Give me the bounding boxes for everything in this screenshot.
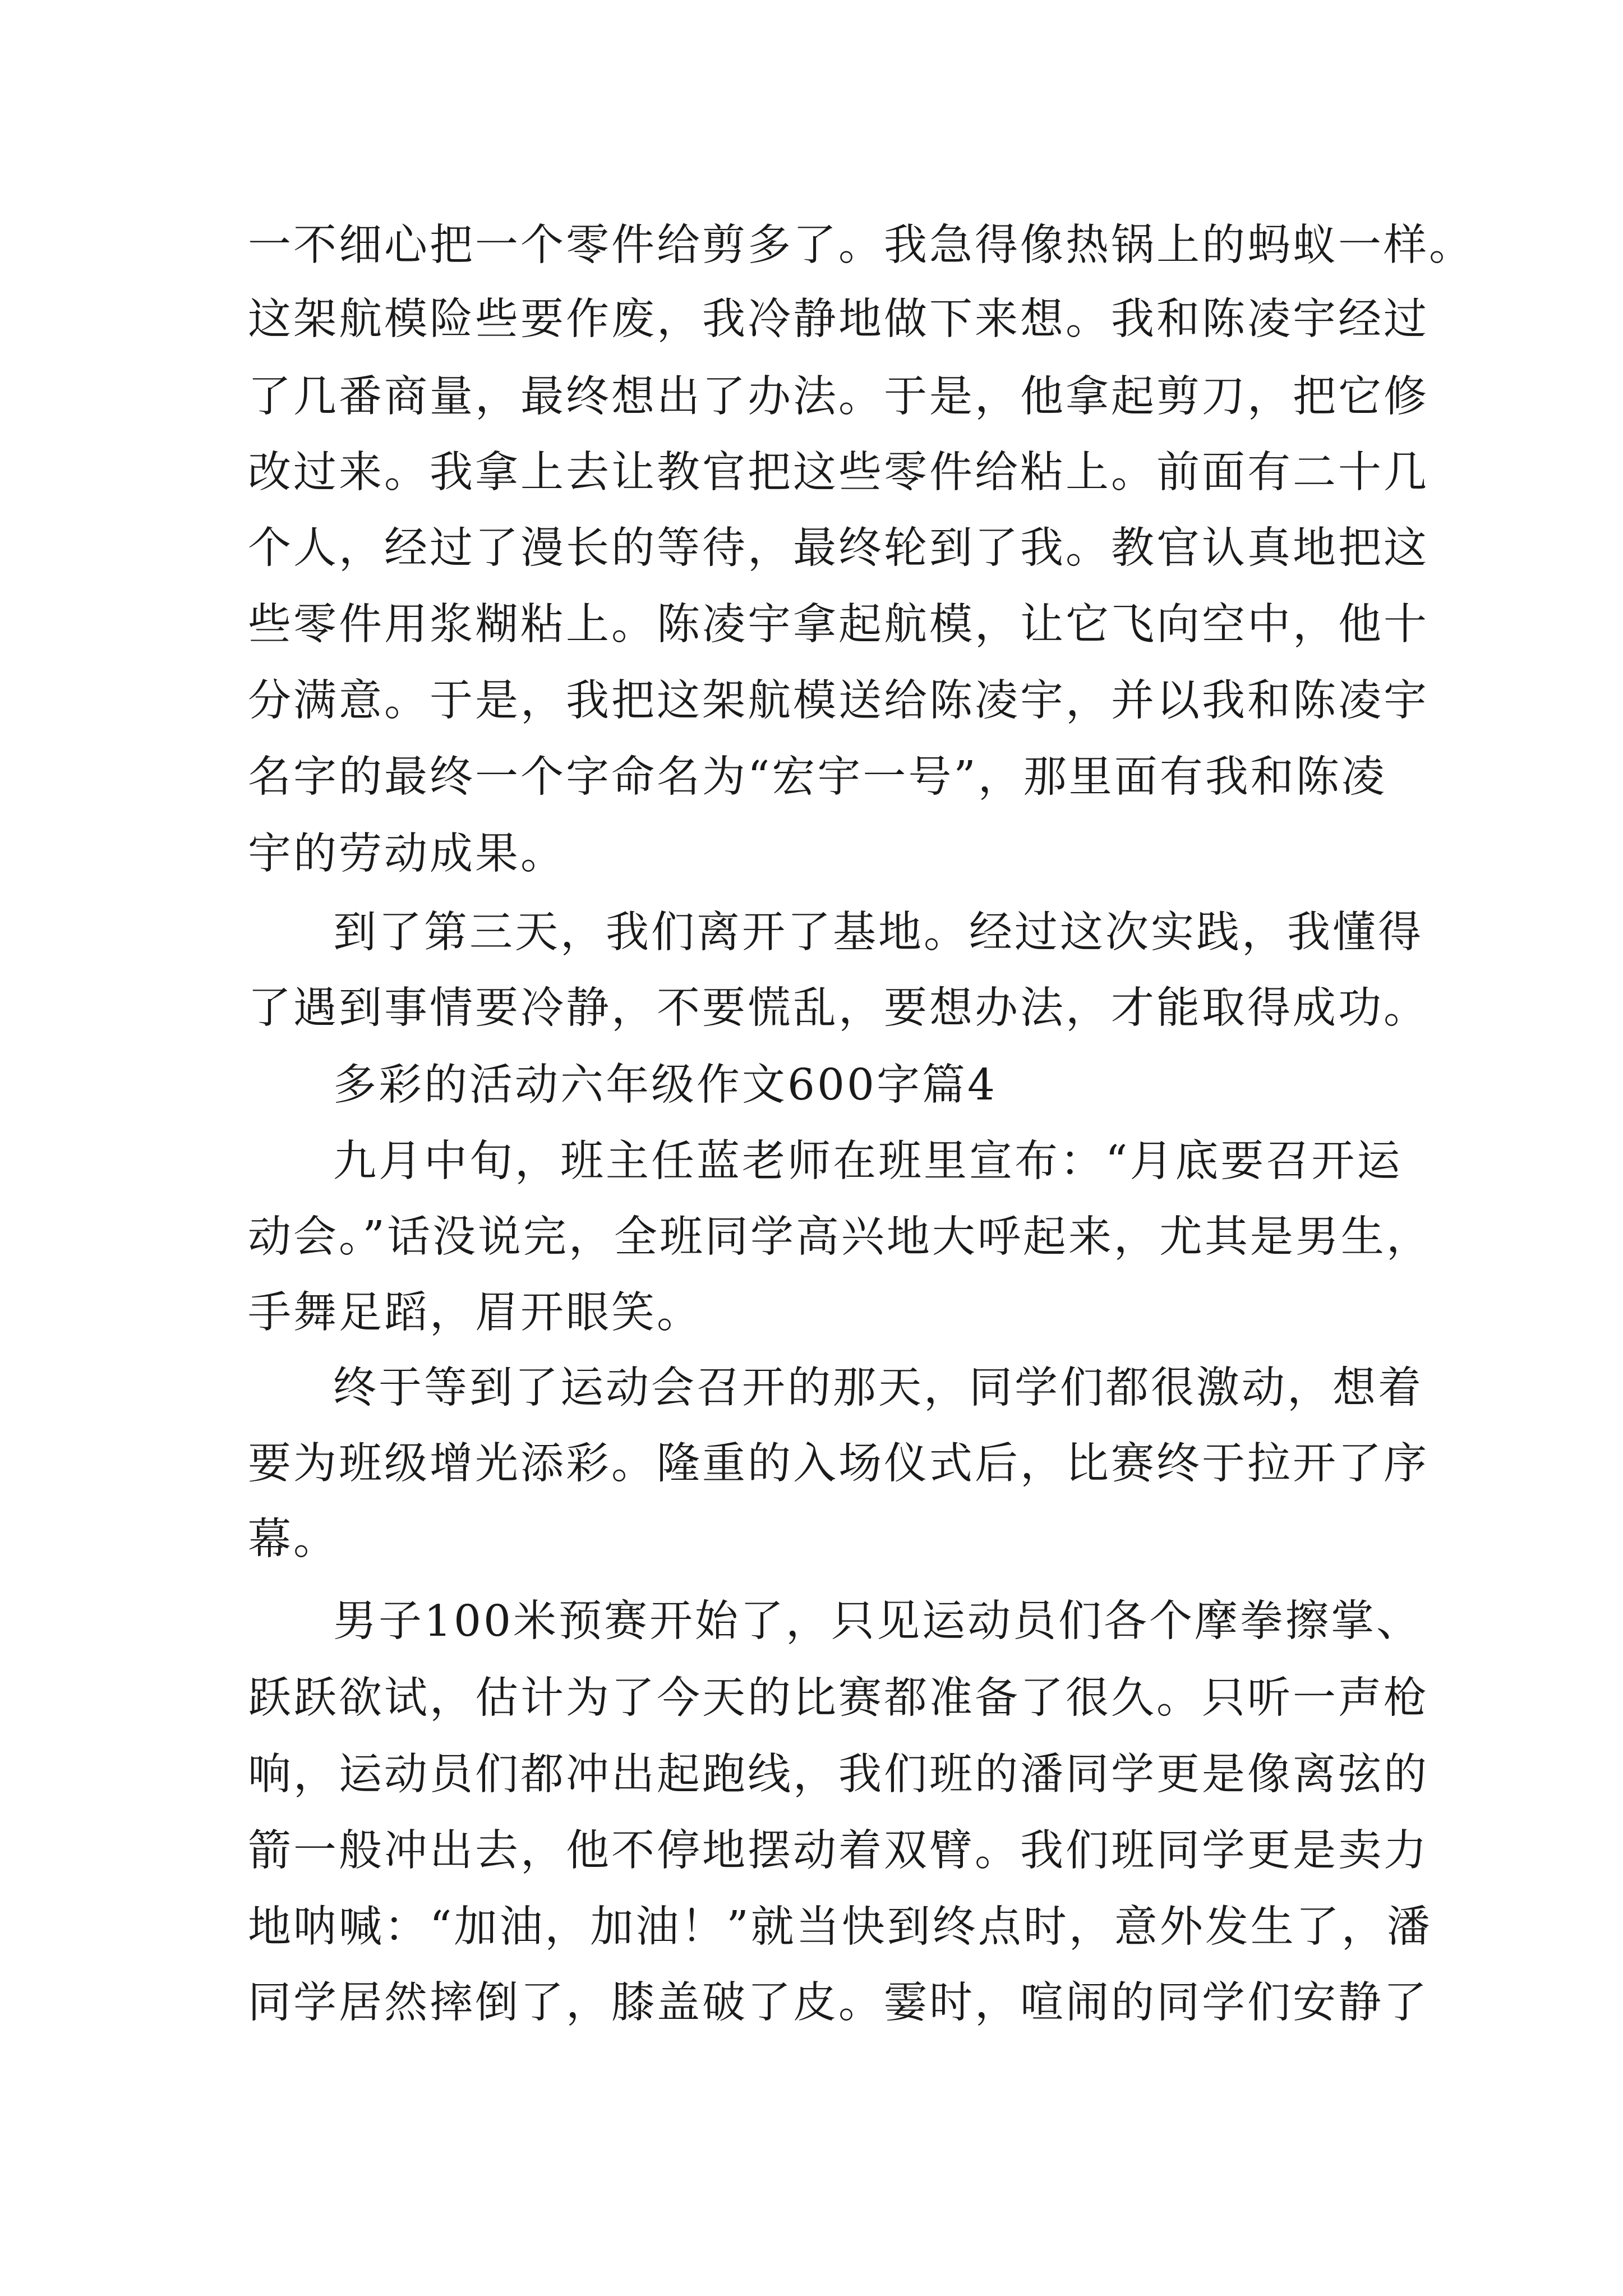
text-line: 手舞足蹈，眉开眼笑。 [248, 1288, 702, 1338]
text-line: 响，运动员们都冲出起跑线，我们班的潘同学更是像离弦的 [248, 1750, 1429, 1800]
text-line: 分满意。于是，我把这架航模送给陈凌宇，并以我和陈凌宇 [248, 676, 1429, 726]
text-line: 同学居然摔倒了，膝盖破了皮。霎时，喧闹的同学们安静了 [248, 1978, 1429, 2028]
text-line: 箭一般冲出去，他不停地摆动着双臂。我们班同学更是卖力 [248, 1826, 1429, 1876]
text-line: 了几番商量，最终想出了办法。于是，他拿起剪刀，把它修 [248, 372, 1429, 422]
text-line: 改过来。我拿上去让教官把这些零件给粘上。前面有二十几 [248, 448, 1429, 498]
text-line: 地呐喊：“加油，加油！”就当快到终点时，意外发生了，潘 [248, 1902, 1432, 1952]
text-line: 一不细心把一个零件给剪多了。我急得像热锅上的蚂蚁一样。 [248, 220, 1474, 270]
text-line: 些零件用浆糊粘上。陈凌宇拿起航模，让它飞向空中，他十 [248, 600, 1429, 650]
text-line: 个人，经过了漫长的等待，最终轮到了我。教官认真地把这 [248, 523, 1429, 573]
text-line: 要为班级增光添彩。隆重的入场仪式后，比赛终于拉开了序 [248, 1439, 1429, 1489]
text-line: 多彩的活动六年级作文600字篇4 [333, 1060, 997, 1110]
text-line: 九月中旬，班主任蓝老师在班里宣布：“月底要召开运 [333, 1137, 1403, 1186]
text-line: 终于等到了运动会召开的那天，同学们都很激动，想着 [333, 1363, 1423, 1413]
text-line: 了遇到事情要冷静，不要慌乱，要想办法，才能取得成功。 [248, 983, 1429, 1033]
text-line: 男子100米预赛开始了，只见运动员们各个摩拳擦掌、 [333, 1596, 1422, 1646]
text-line: 这架航模险些要作废，我冷静地做下来想。我和陈凌宇经过 [248, 295, 1429, 344]
text-line: 动会。”话没说完，全班同学高兴地大呼起来，尤其是男生， [248, 1212, 1432, 1262]
text-line: 到了第三天，我们离开了基地。经过这次实践，我懂得 [333, 908, 1423, 958]
text-line: 宇的劳动成果。 [248, 829, 566, 879]
text-line: 幕。 [248, 1515, 339, 1565]
text-line: 跃跃欲试，估计为了今天的比赛都准备了很久。只听一声枪 [248, 1673, 1429, 1723]
text-line: 名字的最终一个字命名为“宏宇一号”，那里面有我和陈凌 [248, 752, 1387, 802]
